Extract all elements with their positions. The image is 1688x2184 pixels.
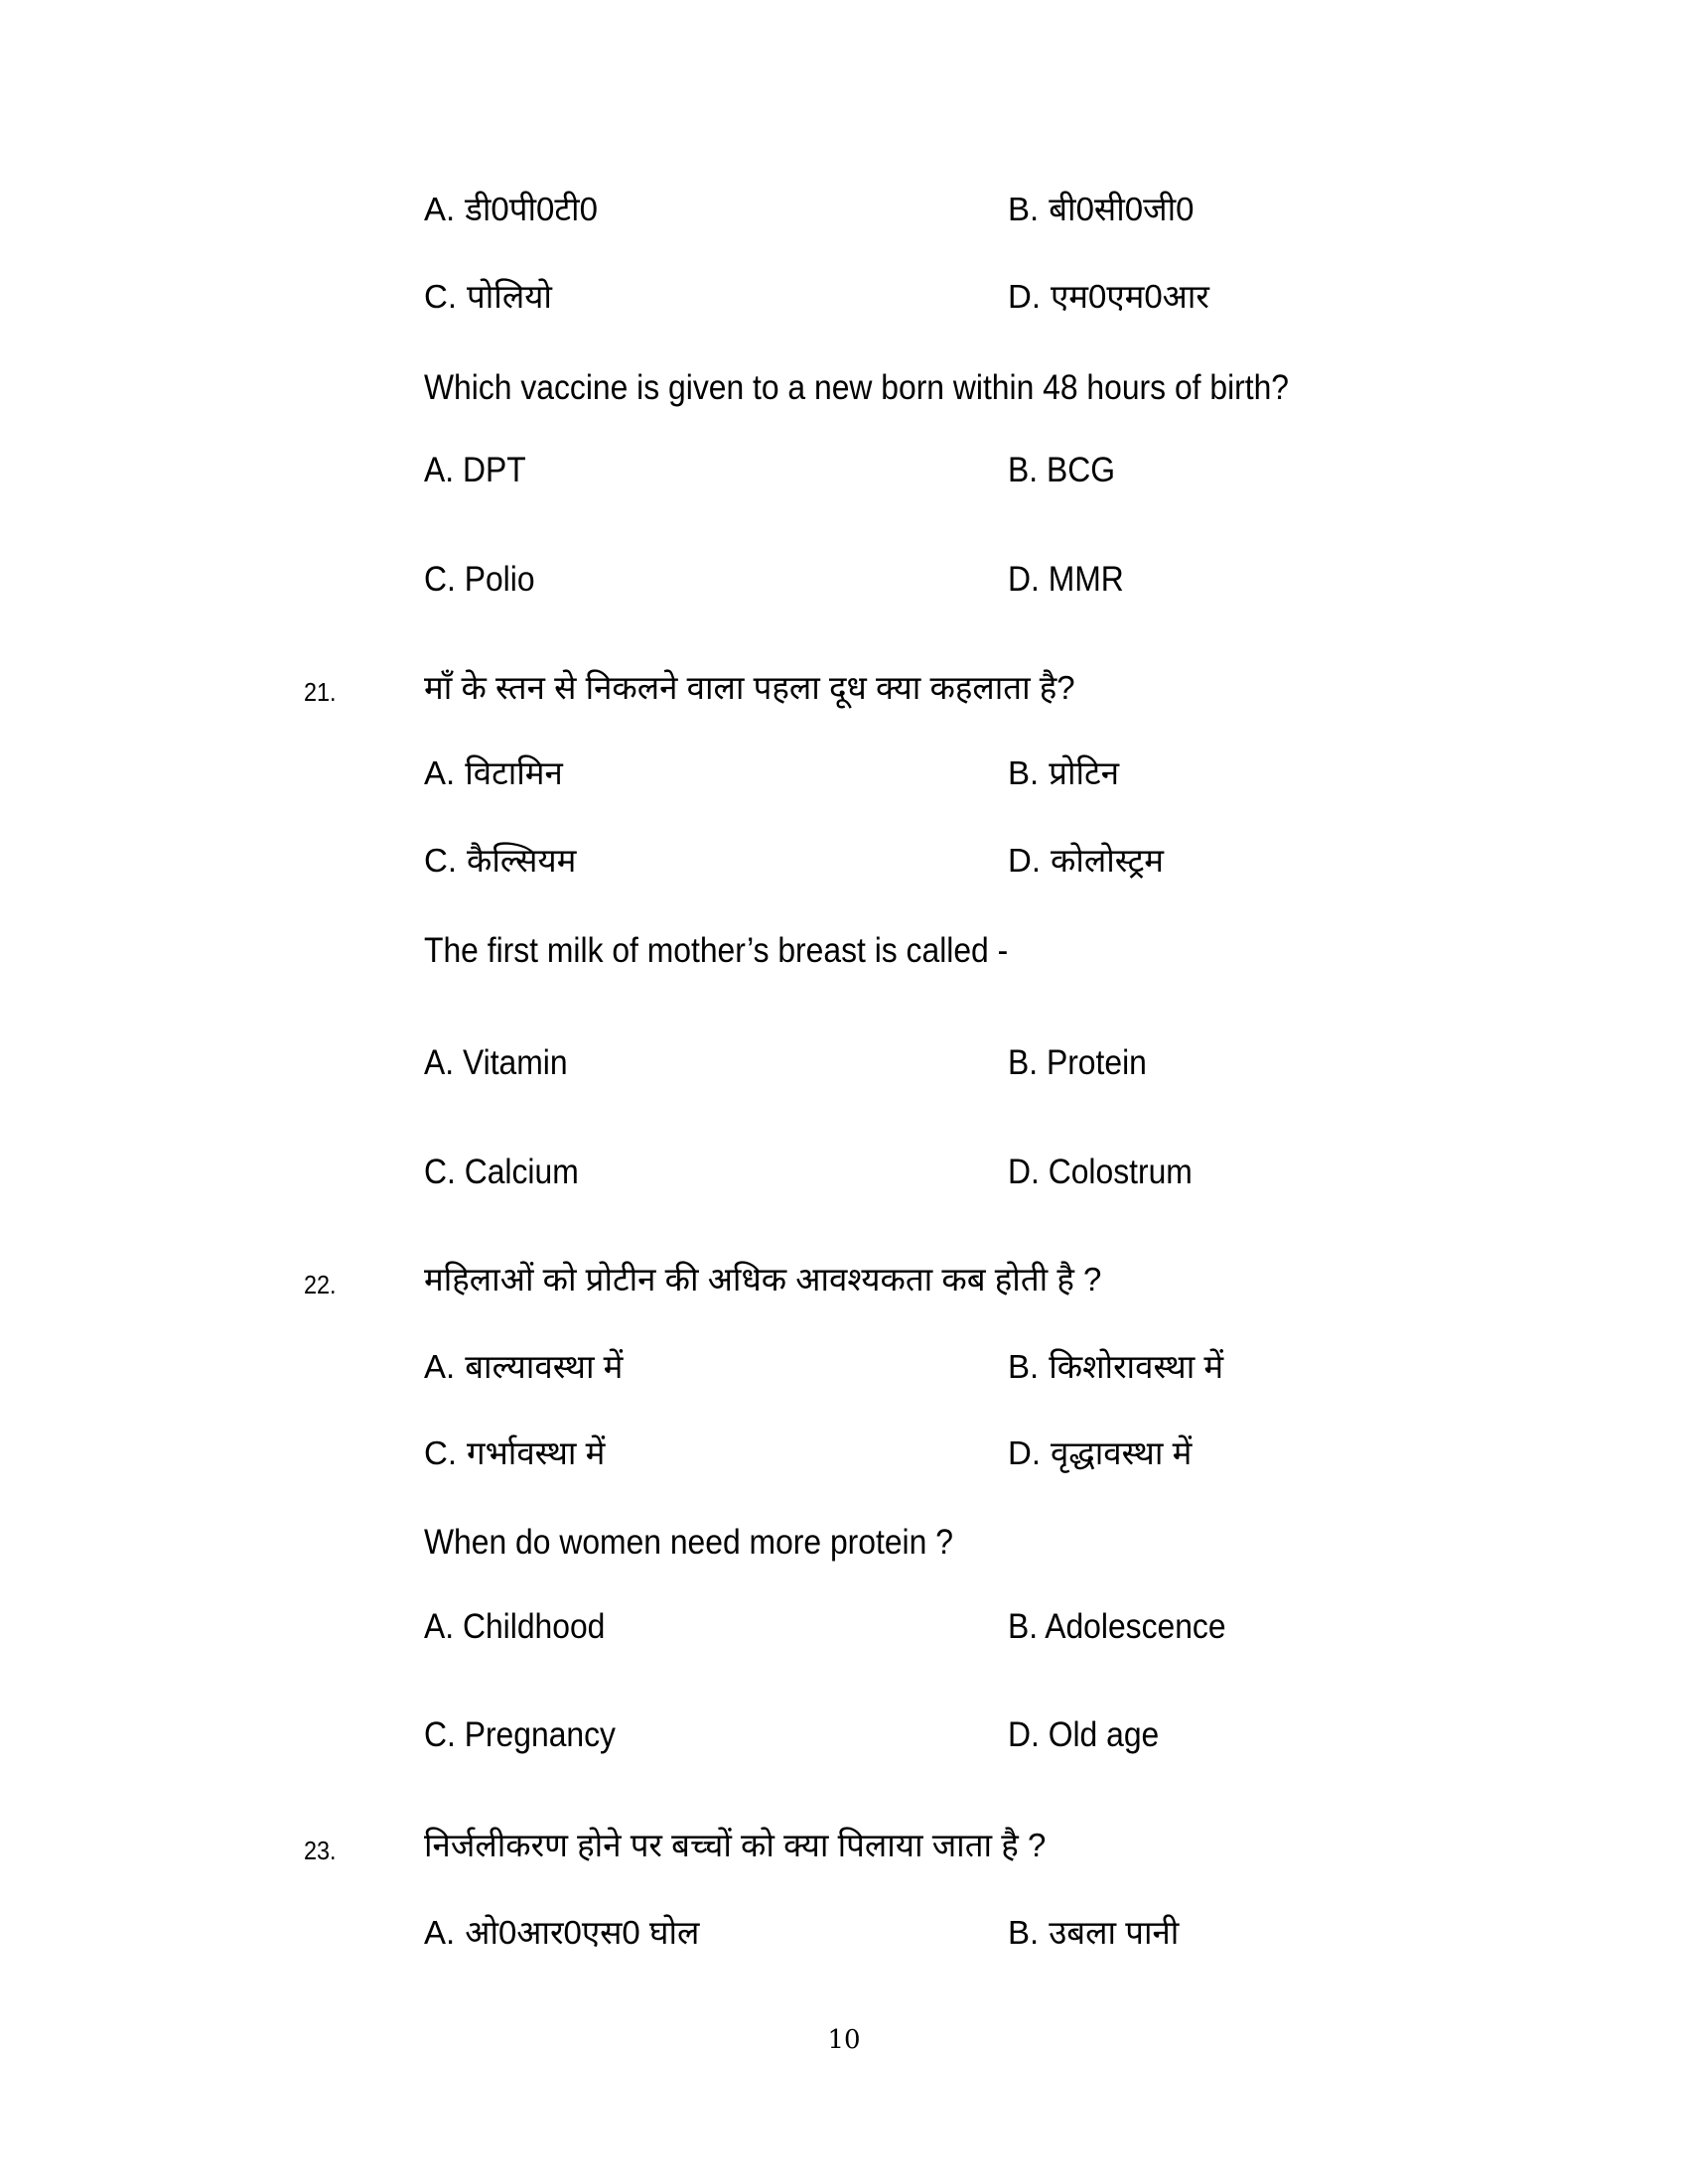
option-text: पोलियो (467, 278, 552, 315)
option-text: Pregnancy (464, 1715, 616, 1754)
option-text: Adolescence (1045, 1607, 1226, 1646)
option-text: उबला पानी (1049, 1914, 1180, 1951)
option-en-d (1008, 1155, 1193, 1189)
option-text: प्रोटिन (1049, 754, 1120, 791)
option-letter: A. (424, 451, 455, 489)
page-number: 10 (827, 2025, 861, 2055)
option-en-c (424, 562, 535, 597)
option-text: बी0सी0जी0 (1049, 191, 1195, 227)
option-hi-c (424, 1436, 605, 1469)
option-text: बाल्यावस्था में (465, 1348, 624, 1385)
option-text: विटामिन (465, 754, 563, 791)
option-hi-a (424, 1350, 623, 1383)
option-text: एम0एम0आर (1051, 278, 1209, 315)
option-hi-b (1008, 756, 1119, 789)
option-text: Childhood (462, 1607, 606, 1646)
option-hi-b (1008, 1916, 1179, 1949)
option-en-d (1008, 562, 1124, 597)
option-letter: C. (424, 278, 457, 315)
option-text: Colostrum (1048, 1153, 1193, 1191)
question-en: When do women need more protein ? (424, 1523, 953, 1562)
option-text: MMR (1048, 560, 1124, 599)
option-text: Old age (1048, 1715, 1160, 1754)
option-en-a (424, 453, 526, 487)
option-text: ओ0आर0एस0 घोल (465, 1914, 700, 1951)
option-letter: C. (424, 1153, 456, 1191)
question-number: 22. (304, 1270, 337, 1299)
option-letter: D. (1008, 278, 1041, 315)
option-letter: B. (1008, 1043, 1039, 1082)
option-letter: D. (1008, 1434, 1041, 1471)
option-hi-b (1008, 193, 1195, 225)
question-number: 21. (304, 677, 337, 707)
option-text: BCG (1046, 451, 1115, 489)
option-letter: B. (1008, 1348, 1040, 1385)
question-hi: माँ के स्तन से निकलने वाला पहला दूध क्या कहलाता है? (424, 669, 1075, 706)
option-letter: B. (1008, 451, 1039, 489)
option-letter: D. (1008, 1153, 1040, 1191)
option-en-a (424, 1045, 568, 1080)
question-hi: निर्जलीकरण होने पर बच्चों को क्या पिलाया जाता है ? (424, 1827, 1047, 1863)
option-en-a (424, 1609, 605, 1644)
option-letter: D. (1008, 1715, 1040, 1754)
option-letter: B. (1008, 191, 1040, 227)
option-hi-d (1008, 1436, 1192, 1469)
option-letter: D. (1008, 560, 1040, 599)
option-en-c (424, 1717, 616, 1752)
option-text: डी0पी0टी0 (465, 191, 598, 227)
option-letter: B. (1008, 1914, 1040, 1951)
question-hi: महिलाओं को प्रोटीन की अधिक आवश्यकता कब होती है ? (424, 1261, 1102, 1297)
option-hi-a (424, 193, 598, 225)
option-letter: A. (424, 1043, 455, 1082)
option-hi-c (424, 280, 552, 313)
option-letter: B. (1008, 754, 1040, 791)
option-text: किशोरावस्था में (1049, 1348, 1224, 1385)
option-text: DPT (462, 451, 526, 489)
option-letter: A. (424, 1348, 456, 1385)
question-number: 23. (304, 1836, 337, 1865)
option-letter: A. (424, 1914, 456, 1951)
option-letter: C. (424, 560, 456, 599)
option-en-c (424, 1155, 579, 1189)
option-hi-d (1008, 280, 1209, 313)
option-letter: D. (1008, 842, 1041, 879)
option-letter: A. (424, 754, 456, 791)
option-letter: A. (424, 1607, 455, 1646)
option-letter: C. (424, 842, 457, 879)
option-en-b (1008, 1045, 1147, 1080)
option-letter: A. (424, 191, 456, 227)
question-en: The first milk of mother’s breast is called - (424, 931, 1009, 970)
option-letter: C. (424, 1434, 457, 1471)
option-hi-d (1008, 844, 1164, 877)
question-en: Which vaccine is given to a new born within 48 hours of birth? (424, 368, 1290, 407)
option-text: वृद्धावस्था में (1051, 1434, 1193, 1471)
option-text: Protein (1046, 1043, 1147, 1082)
option-en-b (1008, 1609, 1226, 1644)
option-letter: B. (1008, 1607, 1039, 1646)
option-text: Calcium (464, 1153, 579, 1191)
option-hi-a (424, 756, 563, 789)
option-hi-b (1008, 1350, 1223, 1383)
option-text: Vitamin (462, 1043, 568, 1082)
option-text: गर्भावस्था में (467, 1434, 606, 1471)
option-text: कोलोस्ट्रम (1051, 842, 1165, 879)
option-letter: C. (424, 1715, 456, 1754)
option-en-d (1008, 1717, 1159, 1752)
option-en-b (1008, 453, 1115, 487)
option-hi-c (424, 844, 576, 877)
option-hi-a (424, 1916, 699, 1949)
option-text: कैल्सियम (467, 842, 577, 879)
option-text: Polio (464, 560, 535, 599)
